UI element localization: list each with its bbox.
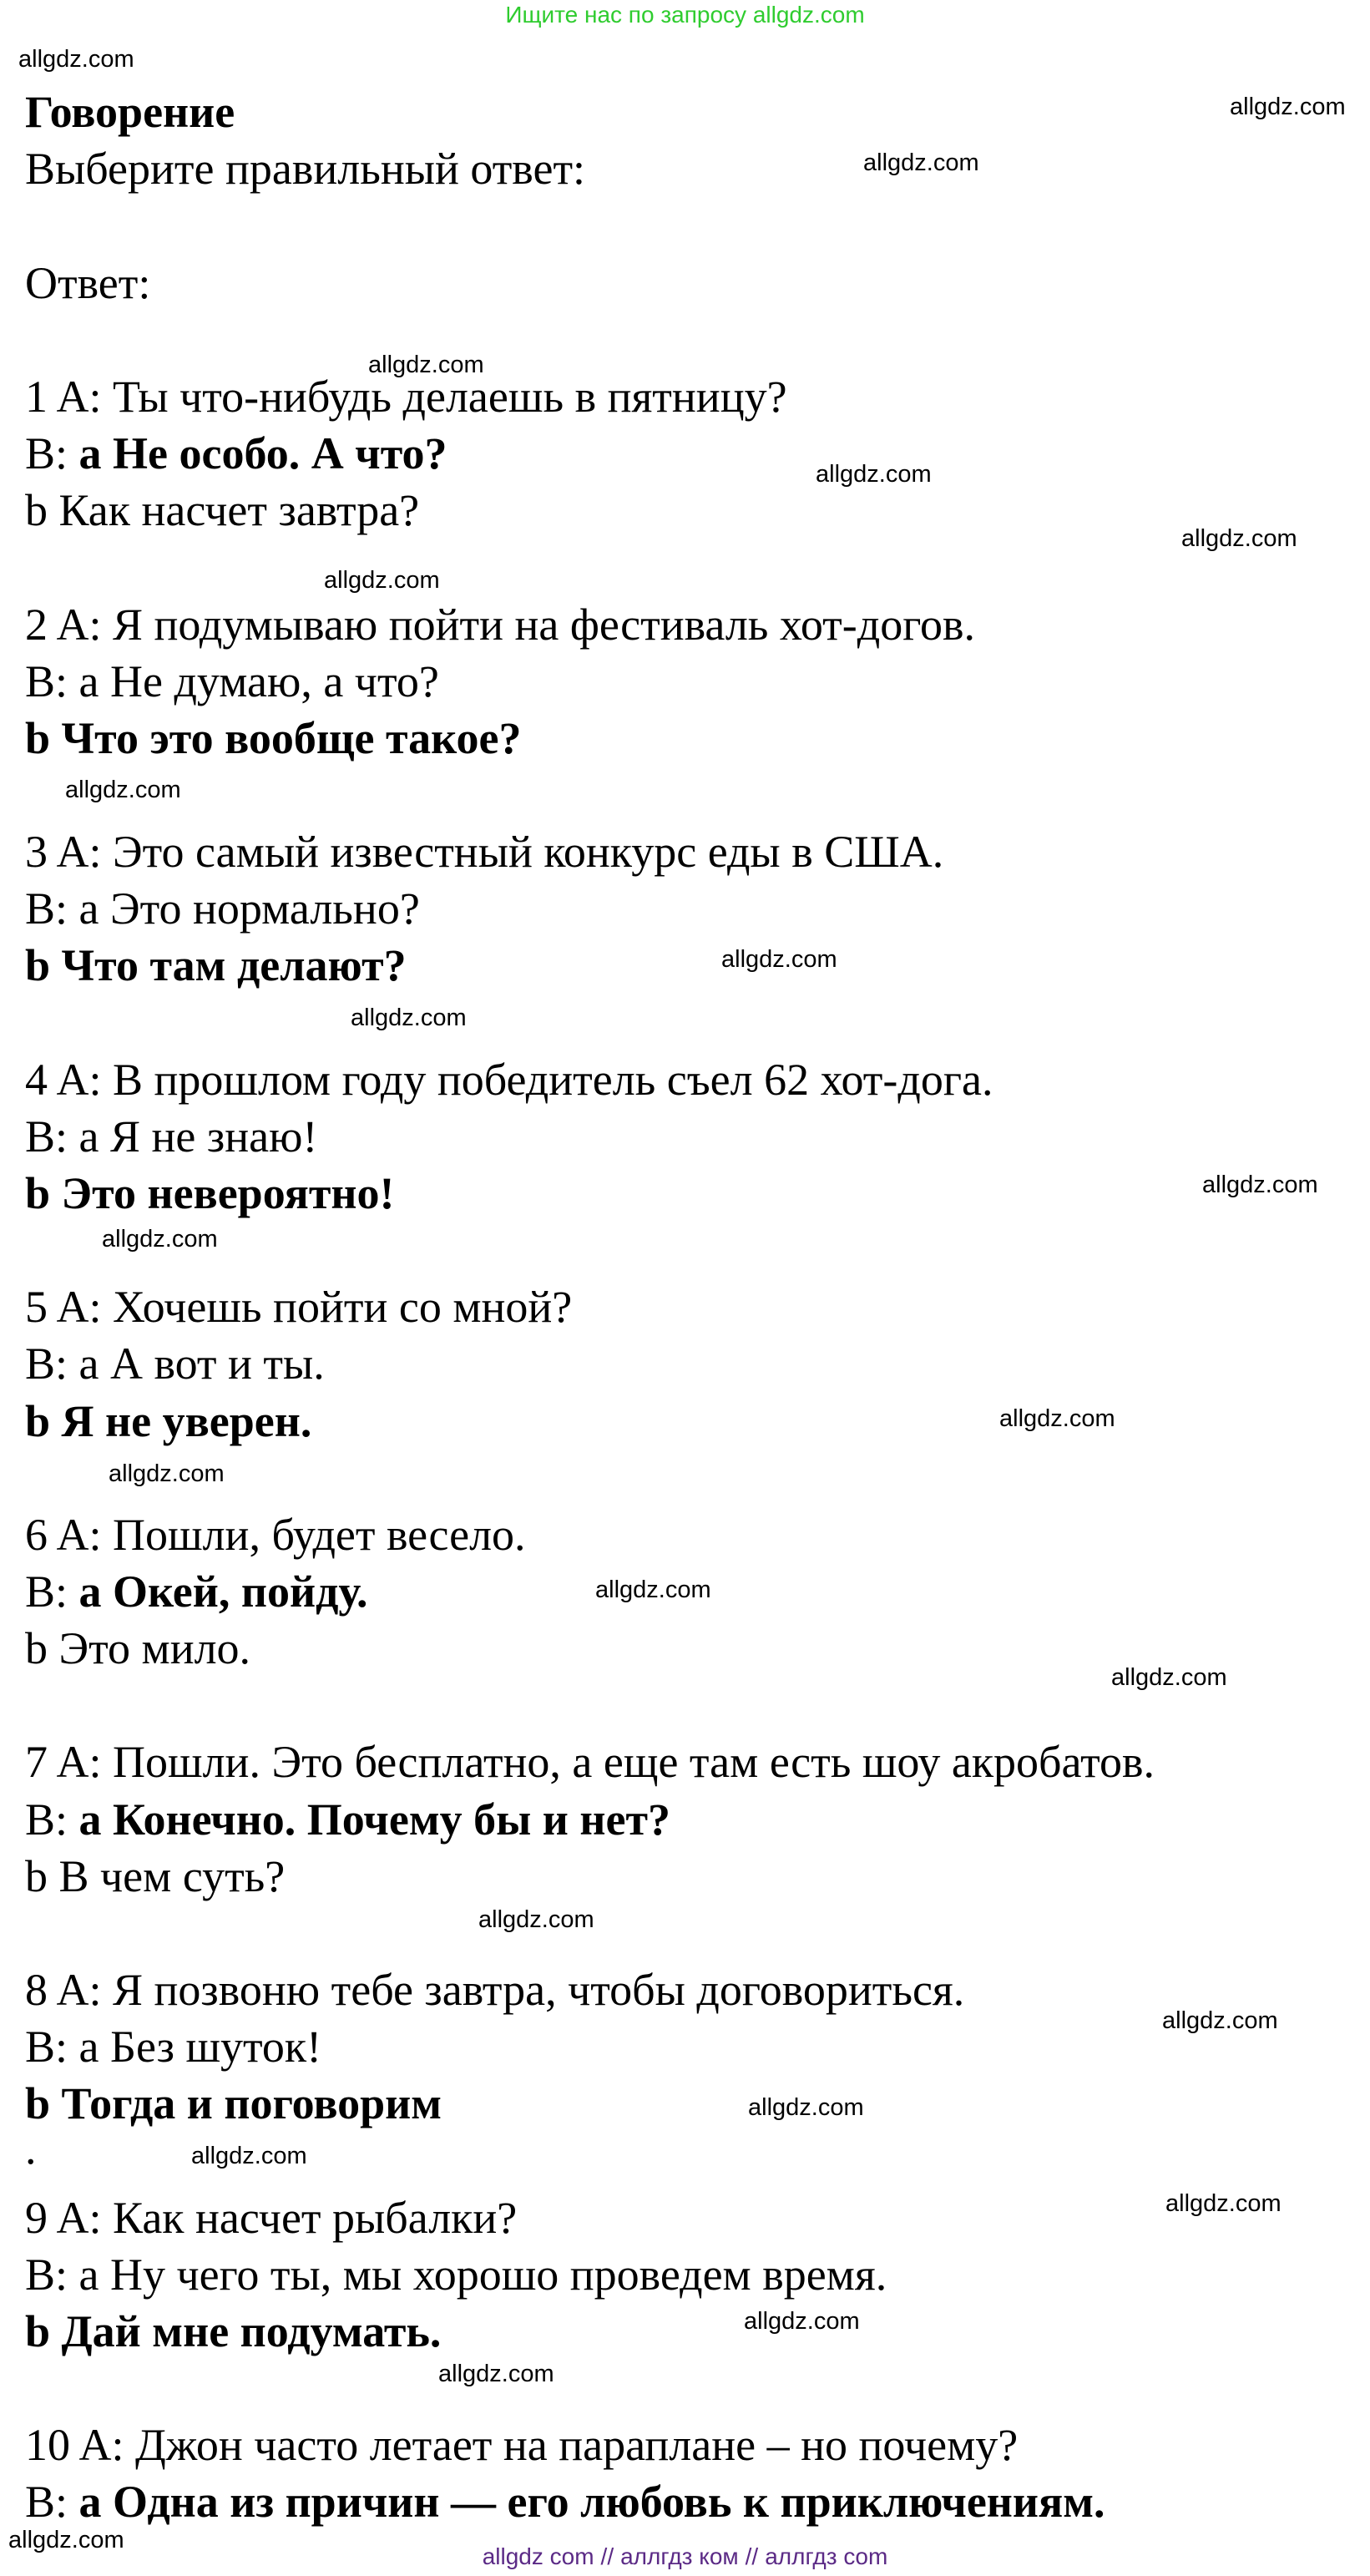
option-6-b: b Это мило.	[25, 1623, 251, 1673]
watermark: allgdz.com	[324, 567, 440, 594]
footer-link[interactable]: аллгдз com	[765, 2543, 888, 2569]
question-5: 5 A: Хочешь пойти со мной?	[25, 1282, 573, 1332]
correct-option: b Тогда и поговорим	[25, 2078, 442, 2128]
correct-option: a Не особо. А что?	[78, 428, 447, 478]
answer-4-a: B: a Я не знаю!	[25, 1111, 318, 1161]
watermark: allgdz.com	[65, 777, 181, 803]
watermark: allgdz.com	[721, 946, 837, 973]
question-9: 9 A: Как насчет рыбалки?	[25, 2193, 518, 2243]
correct-option: a Окей, пойду.	[78, 1566, 368, 1617]
footer-link[interactable]: allgdz com	[482, 2543, 594, 2569]
correct-option: a Одна из причин — его любовь к приключениям.	[78, 2477, 1105, 2527]
speaker-b: B:	[25, 1794, 79, 1845]
watermark: allgdz.com	[1230, 94, 1346, 120]
top-banner[interactable]: Ищите нас по запросу allgdz.com	[505, 2, 865, 28]
speaker-b: B:	[25, 2477, 79, 2527]
watermark: allgdz.com	[18, 46, 134, 73]
correct-option: b Что это вообще такое?	[25, 713, 522, 763]
option-1-b: b Как насчет завтра?	[25, 485, 420, 535]
footer-link[interactable]: аллгдз ком	[620, 2543, 739, 2569]
watermark: allgdz.com	[191, 2143, 307, 2169]
instruction: Выберите правильный ответ:	[25, 144, 586, 194]
answer-label: Ответ:	[25, 258, 151, 308]
watermark: allgdz.com	[999, 1405, 1115, 1432]
speaker-b: B:	[25, 428, 79, 478]
question-4: 4 A: В прошлом году победитель съел 62 хот-дога.	[25, 1055, 993, 1105]
watermark: allgdz.com	[1111, 1664, 1227, 1691]
correct-option: a Конечно. Почему бы и нет?	[78, 1794, 670, 1845]
page-title: Говорение	[25, 87, 235, 137]
question-8: 8 A: Я позвоню тебе завтра, чтобы договориться.	[25, 1965, 965, 2015]
watermark: allgdz.com	[368, 352, 484, 378]
correct-option: b Что там делают?	[25, 940, 407, 990]
question-7: 7 A: Пошли. Это бесплатно, а еще там есть шоу акробатов.	[25, 1737, 1155, 1787]
watermark: allgdz.com	[1165, 2190, 1282, 2217]
question-6: 6 A: Пошли, будет весело.	[25, 1510, 526, 1560]
answer-9-a: B: a Ну чего ты, мы хорошо проведем время.	[25, 2250, 887, 2300]
correct-option: b Я не уверен.	[25, 1396, 312, 1446]
answer-1-b	[25, 428, 447, 479]
question-1: 1 A: Ты что-нибудь делаешь в пятницу?	[25, 372, 787, 422]
correct-option: b Дай мне подумать.	[25, 2306, 442, 2356]
answer-3-a: B: a Это нормально?	[25, 883, 420, 934]
stray-dot: .	[25, 2123, 37, 2174]
watermark: allgdz.com	[438, 2361, 554, 2387]
speaker-b: B:	[25, 1566, 79, 1617]
watermark: allgdz.com	[595, 1576, 711, 1603]
watermark: allgdz.com	[863, 149, 979, 176]
watermark: allgdz.com	[1202, 1172, 1318, 1198]
correct-option: b Это невероятно!	[25, 1168, 395, 1218]
answer-10-b	[25, 2476, 1105, 2528]
answer-8-a: B: a Без шуток!	[25, 2022, 322, 2072]
watermark: allgdz.com	[8, 2527, 124, 2553]
watermark: allgdz.com	[816, 461, 932, 488]
question-3: 3 A: Это самый известный конкурс еды в США.	[25, 827, 944, 877]
answer-2-a: B: a Не думаю, а что?	[25, 656, 439, 706]
watermark: allgdz.com	[1181, 525, 1297, 552]
watermark: allgdz.com	[748, 2094, 864, 2121]
option-7-b: b В чем суть?	[25, 1851, 286, 1901]
question-2: 2 A: Я подумываю пойти на фестиваль хот-догов.	[25, 600, 976, 650]
watermark: allgdz.com	[102, 1226, 218, 1253]
question-10: 10 A: Джон часто летает на параплане – но почему?	[25, 2420, 1019, 2470]
watermark: allgdz.com	[1162, 2007, 1278, 2034]
footer-links	[0, 2543, 1370, 2570]
footer-separator: //	[600, 2543, 614, 2569]
answer-5-a: B: a А вот и ты.	[25, 1339, 325, 1389]
watermark: allgdz.com	[478, 1906, 594, 1933]
footer-separator: //	[745, 2543, 759, 2569]
answer-7-b	[25, 1794, 670, 1845]
answer-6-b	[25, 1566, 368, 1617]
watermark: allgdz.com	[109, 1460, 225, 1487]
watermark: allgdz.com	[744, 2308, 860, 2335]
watermark: allgdz.com	[351, 1005, 467, 1031]
